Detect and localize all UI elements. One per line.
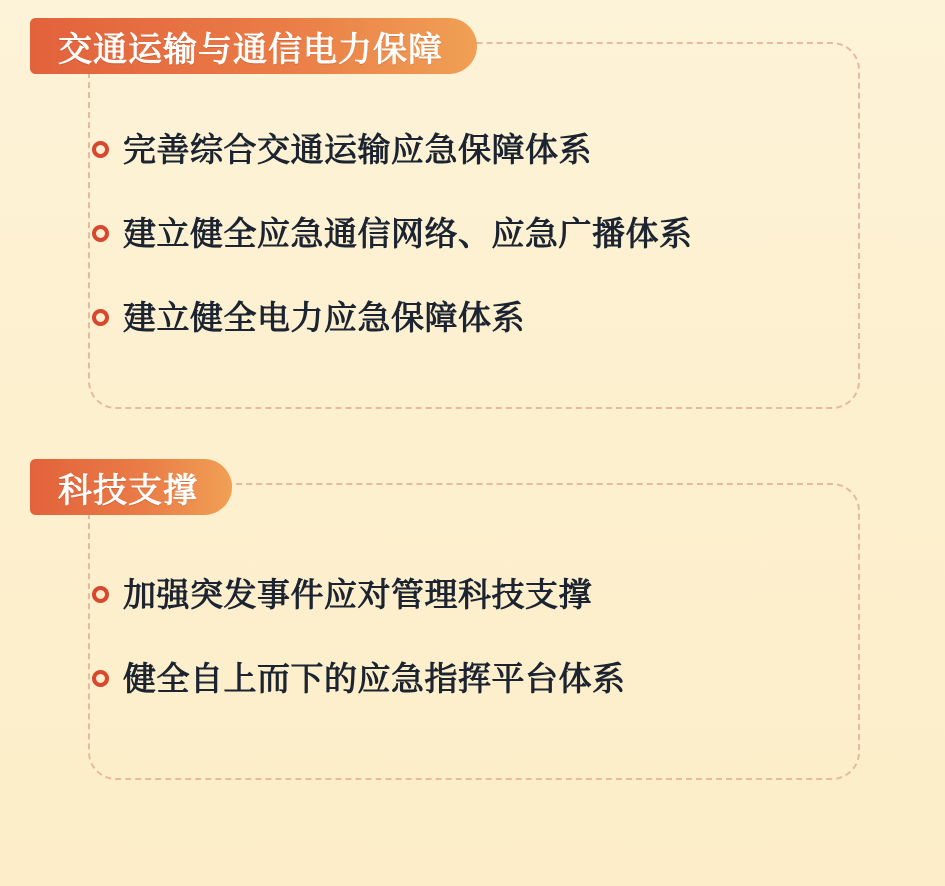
section-technology-support-items [92,573,852,741]
list-item [92,212,852,256]
bullet-icon [92,309,109,326]
list-item-label: 完善综合交通运输应急保障体系 [123,131,592,168]
list-item-label: 健全自上而下的应急指挥平台体系 [123,660,626,697]
list-item-label: 建立健全电力应急保障体系 [123,299,525,336]
list-item [92,573,852,617]
section-technology-support-title: 科技支撑 [30,459,232,515]
bullet-icon [92,670,109,687]
list-item-label: 建立健全应急通信网络、应急广播体系 [123,215,693,252]
list-item-label: 加强突发事件应对管理科技支撑 [123,576,592,613]
section-transport-title: 交通运输与通信电力保障 [30,18,477,74]
section-transport-items [92,128,852,380]
list-item [92,296,852,340]
bullet-icon [92,586,109,603]
list-item [92,657,852,701]
bullet-icon [92,225,109,242]
list-item [92,128,852,172]
bullet-icon [92,141,109,158]
